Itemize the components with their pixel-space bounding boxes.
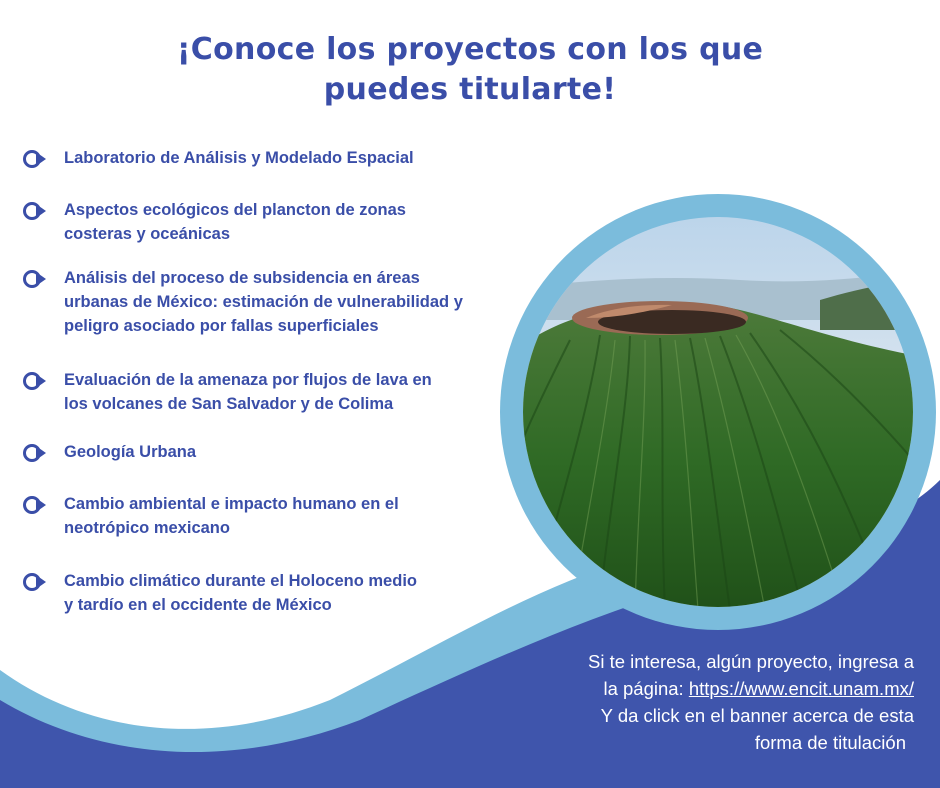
project-line: costeras y oceánicas xyxy=(64,225,231,243)
project-text xyxy=(64,440,196,464)
arrow-circle-bullet-icon xyxy=(22,571,48,593)
project-item xyxy=(22,266,492,338)
project-item xyxy=(22,492,492,540)
project-line: urbanas de México: estimación de vulnerabilidad y xyxy=(64,293,463,311)
project-text xyxy=(64,266,463,338)
project-line: Análisis del proceso de subsidencia en áreas xyxy=(64,269,420,287)
project-text xyxy=(64,492,399,540)
project-item xyxy=(22,569,492,617)
project-line: y tardío en el occidente de México xyxy=(64,596,332,614)
info-text xyxy=(514,648,914,756)
project-line: Cambio climático durante el Holoceno medio xyxy=(64,572,417,590)
project-text xyxy=(64,146,414,170)
title-line-2: puedes titularte! xyxy=(323,72,617,107)
arrow-circle-bullet-icon xyxy=(22,200,48,222)
arrow-circle-bullet-icon xyxy=(22,370,48,392)
project-line: Cambio ambiental e impacto humano en el xyxy=(64,495,399,513)
project-line: los volcanes de San Salvador y de Colima xyxy=(64,395,394,413)
arrow-circle-bullet-icon xyxy=(22,494,48,516)
info-line-2-prefix: la página: xyxy=(603,678,689,699)
page-title xyxy=(0,30,940,110)
project-text xyxy=(64,569,417,617)
project-text xyxy=(64,368,432,416)
project-line: peligro asociado por fallas superficiales xyxy=(64,317,379,335)
info-line-3: Y da click en el banner acerca de esta xyxy=(600,705,914,726)
project-item xyxy=(22,146,492,170)
info-line-1: Si te interesa, algún proyecto, ingresa a xyxy=(588,651,914,672)
project-line: Laboratorio de Análisis y Modelado Espacial xyxy=(64,149,414,167)
arrow-circle-bullet-icon xyxy=(22,148,48,170)
project-item xyxy=(22,198,492,246)
arrow-circle-bullet-icon xyxy=(22,442,48,464)
project-line: neotrópico mexicano xyxy=(64,519,230,537)
project-text xyxy=(64,198,406,246)
info-line-2 xyxy=(514,675,914,702)
title-line-1: ¡Conoce los proyectos con los que xyxy=(176,32,764,67)
arrow-circle-bullet-icon xyxy=(22,268,48,290)
encit-link[interactable]: https://www.encit.unam.mx/ xyxy=(688,678,914,699)
project-line: Evaluación de la amenaza por flujos de lava en xyxy=(64,371,432,389)
project-line: Geología Urbana xyxy=(64,443,197,461)
info-line-4: forma de titulación xyxy=(754,732,906,753)
project-item xyxy=(22,368,492,416)
project-line: Aspectos ecológicos del plancton de zonas xyxy=(64,201,406,219)
project-item xyxy=(22,440,492,464)
